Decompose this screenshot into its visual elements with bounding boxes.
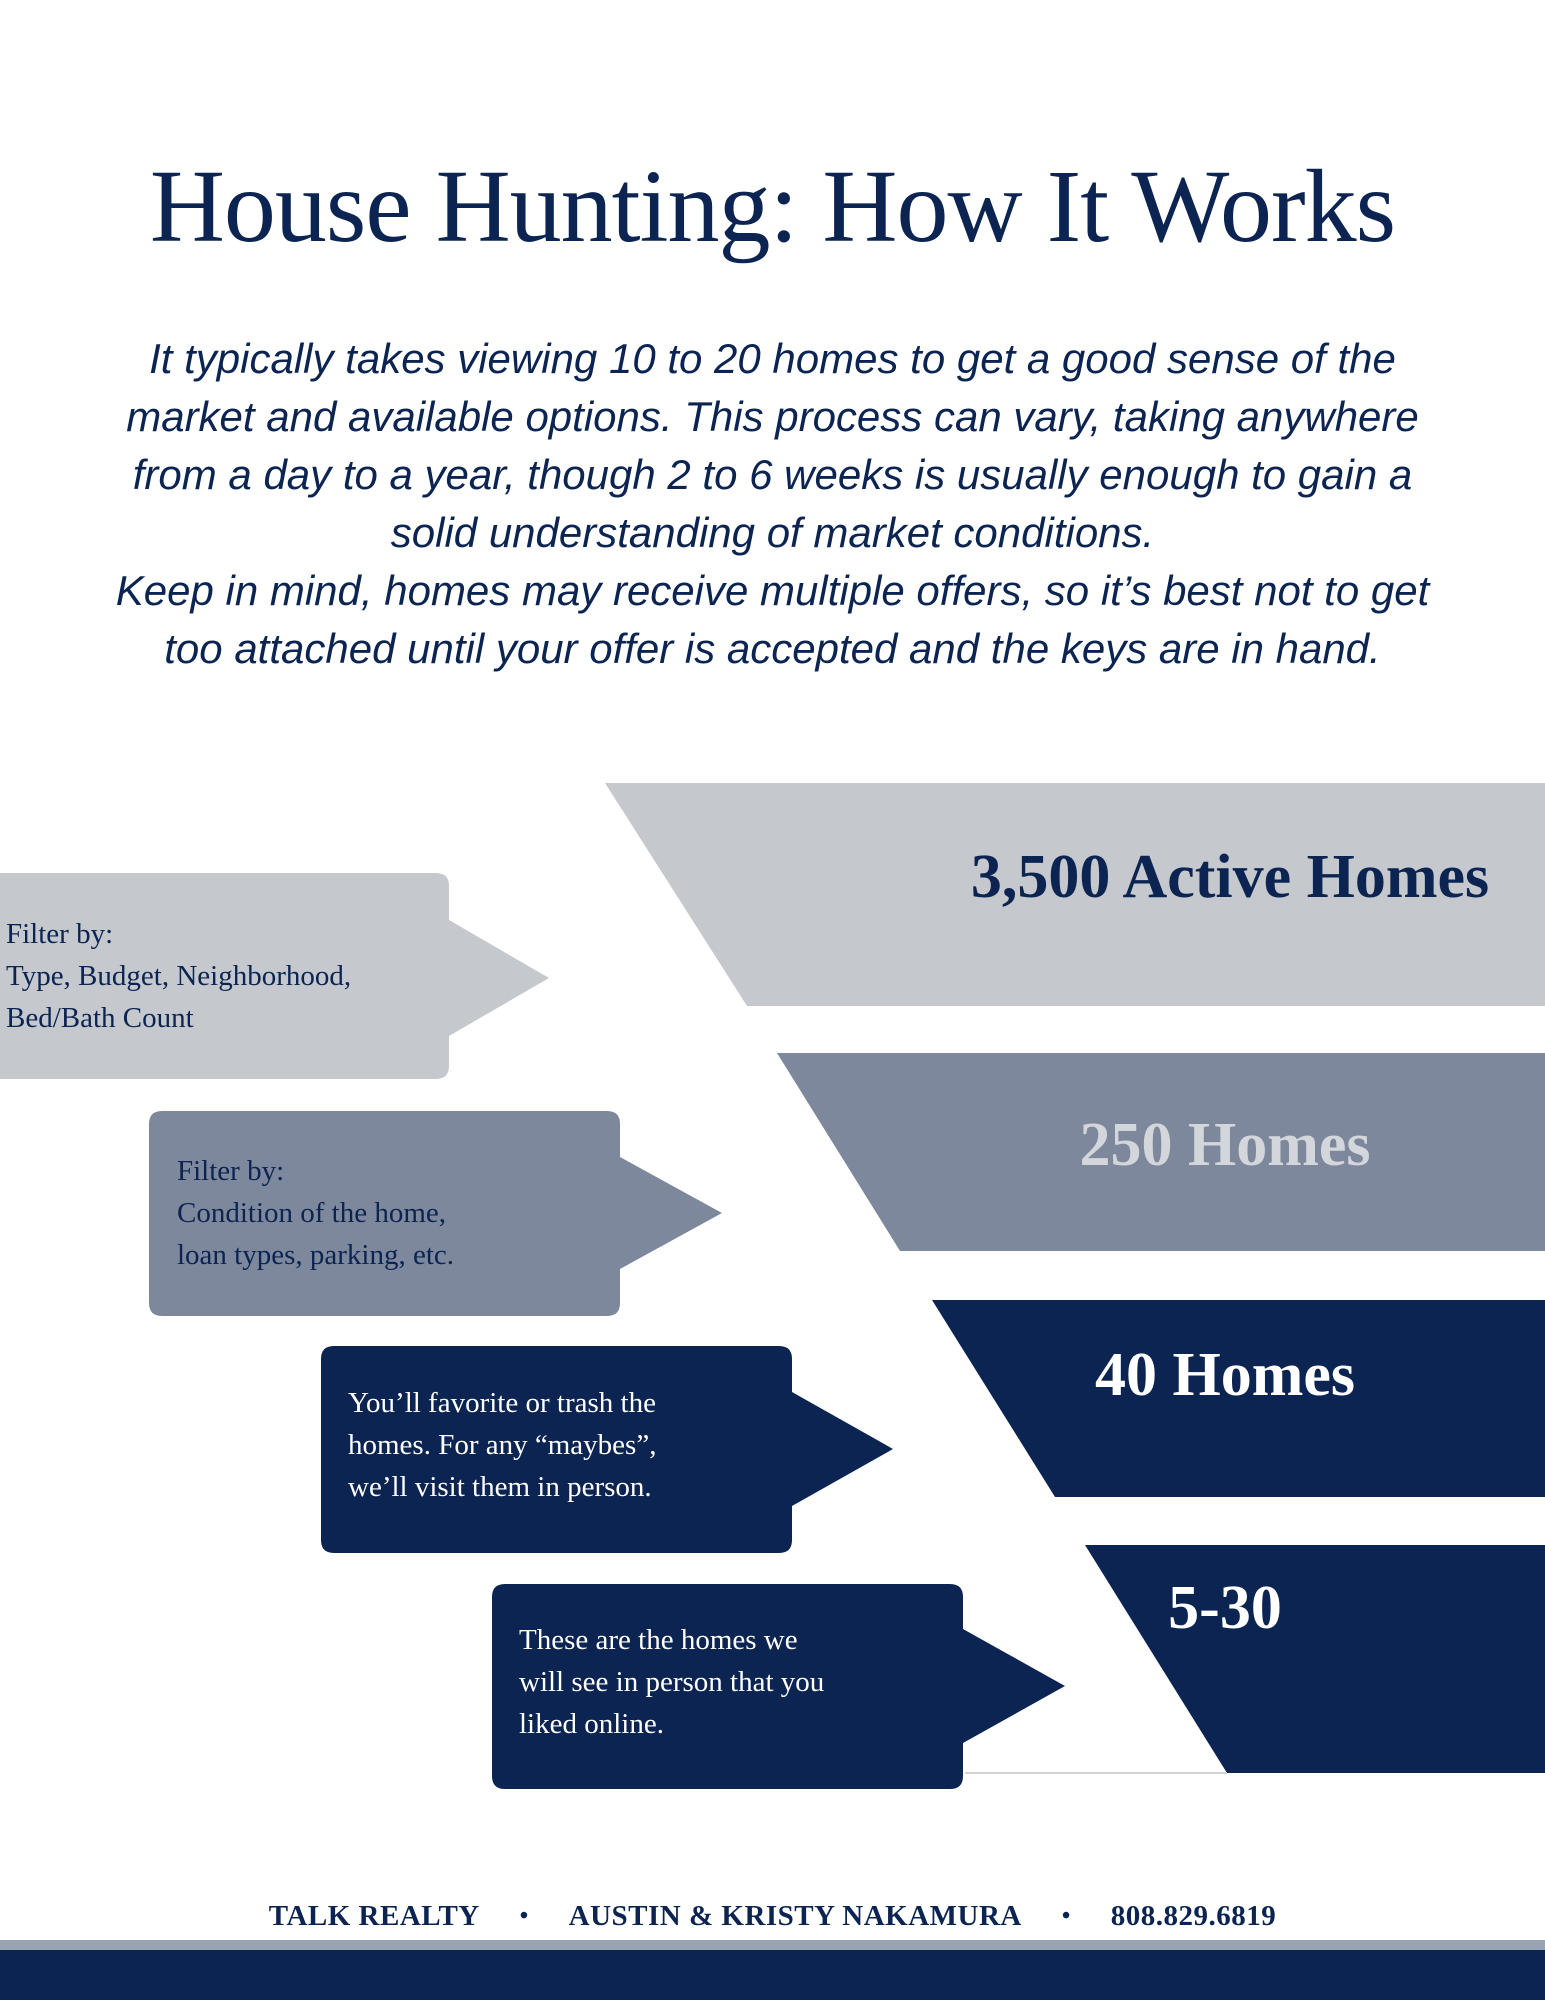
footer-brand: TALK REALTY: [268, 1900, 480, 1932]
callout-line: You’ll favorite or trash the: [348, 1387, 656, 1419]
callout-line: Filter by:: [6, 918, 114, 950]
page-title: House Hunting: How It Works: [149, 149, 1396, 264]
footer-agents: AUSTIN & KRISTY NAKAMURA: [568, 1900, 1022, 1932]
callout-line: liked online.: [519, 1708, 664, 1740]
footer-phone: 808.829.6819: [1110, 1900, 1277, 1932]
callout-see-in-person: [519, 1619, 949, 1745]
footer-contact: [0, 1900, 1545, 1933]
callout-line: will see in person that you: [519, 1666, 825, 1698]
footer-bar: [0, 1950, 1545, 2000]
intro-paragraph: Keep in mind, homes may receive multiple offers, so it’s best not to get too attached until your offer is accepted and the keys are in hand.: [115, 567, 1430, 672]
stage-label-40-homes: 40 Homes: [1094, 1341, 1356, 1409]
callout-line: Condition of the home,: [177, 1197, 447, 1229]
callout-line: Type, Budget, Neighborhood,: [6, 960, 352, 992]
intro-paragraph: It typically takes viewing 10 to 20 homes to get a good sense of the market and available options. This process can vary, taking anywhere from a day to a year, though 2 to 6 weeks is usually enough to gain a solid understanding of market conditions.: [126, 335, 1419, 556]
callout-line: Bed/Bath Count: [6, 1002, 194, 1034]
stage-label-250-homes: 250 Homes: [1079, 1111, 1371, 1179]
callout-line: loan types, parking, etc.: [177, 1239, 455, 1271]
footer-accent-bar: [0, 1940, 1545, 1950]
callout-line: we’ll visit them in person.: [348, 1471, 652, 1503]
callout-filter-condition: [177, 1150, 607, 1276]
callout-line: homes. For any “maybes”,: [348, 1429, 657, 1461]
callout-line: These are the homes we: [519, 1624, 798, 1656]
callout-filter-basic: [6, 913, 426, 1039]
stage-label-5-30: 5-30: [1168, 1574, 1282, 1642]
footer-separator: •: [519, 1903, 529, 1929]
footer-separator: •: [1061, 1903, 1071, 1929]
callout-favorite-trash: [348, 1382, 778, 1508]
callout-line: Filter by:: [177, 1155, 285, 1187]
stage-label-active-homes: 3,500 Active Homes: [970, 843, 1490, 911]
